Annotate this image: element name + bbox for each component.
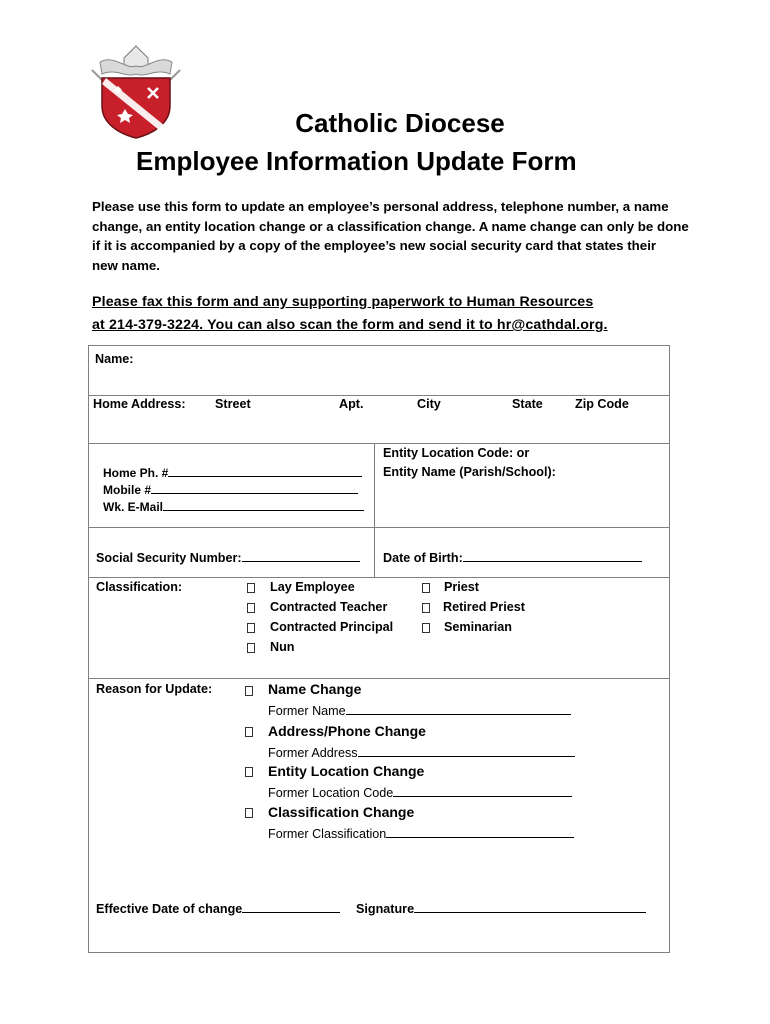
former-location-code-label: Former Location Code bbox=[268, 786, 394, 800]
former-address-line[interactable] bbox=[358, 744, 575, 757]
divider bbox=[89, 395, 669, 396]
state-label: State bbox=[512, 397, 543, 411]
home-phone-label: Home Ph. # bbox=[103, 466, 169, 480]
ssn-field[interactable] bbox=[96, 549, 360, 565]
intro-paragraph bbox=[92, 197, 692, 275]
lay-employee-checkbox[interactable] bbox=[247, 583, 255, 593]
name-change-label: Name Change bbox=[268, 681, 362, 697]
former-name-field[interactable] bbox=[268, 702, 571, 718]
contracted-principal-label: Contracted Principal bbox=[270, 620, 394, 634]
former-address-field[interactable] bbox=[268, 744, 575, 760]
fax-instruction-line1: Please fax this form and any supporting paperwork to Human Resources bbox=[92, 294, 594, 310]
home-phone-field[interactable] bbox=[103, 464, 362, 480]
classification-change-label: Classification Change bbox=[268, 804, 415, 820]
dob-line[interactable] bbox=[463, 549, 642, 562]
retired-priest-label: Retired Priest bbox=[443, 600, 525, 614]
former-classification-field[interactable] bbox=[268, 825, 574, 841]
intro-line: new name. bbox=[92, 257, 160, 273]
work-email-label: Wk. E-Mail bbox=[103, 500, 164, 514]
signature-label: Signature bbox=[356, 902, 415, 916]
effective-date-line[interactable] bbox=[242, 900, 340, 913]
city-label: City bbox=[417, 397, 441, 411]
signature-field[interactable] bbox=[356, 900, 646, 916]
former-classification-line[interactable] bbox=[386, 825, 574, 838]
classification-label: Classification: bbox=[96, 580, 183, 594]
mobile-line[interactable] bbox=[151, 481, 358, 494]
ssn-line[interactable] bbox=[242, 549, 360, 562]
contracted-teacher-label: Contracted Teacher bbox=[270, 600, 388, 614]
divider bbox=[89, 678, 669, 679]
address-phone-change-label: Address/Phone Change bbox=[268, 723, 426, 739]
street-label: Street bbox=[215, 397, 251, 411]
contracted-teacher-checkbox[interactable] bbox=[247, 603, 255, 613]
classification-change-checkbox[interactable] bbox=[245, 808, 253, 818]
page-title-line1: Catholic Diocese bbox=[295, 108, 505, 138]
seminarian-checkbox[interactable] bbox=[422, 623, 430, 633]
reason-for-update-label: Reason for Update: bbox=[96, 682, 213, 696]
former-address-label: Former Address bbox=[268, 746, 358, 760]
page-title-line2: Employee Information Update Form bbox=[136, 146, 577, 176]
intro-line: change, an entity location change or a classification change. A name change can only be done bbox=[92, 218, 689, 234]
effective-date-label: Effective Date of change bbox=[96, 902, 243, 916]
divider bbox=[89, 577, 669, 578]
entity-name-label: Entity Name (Parish/School): bbox=[383, 465, 556, 479]
entity-location-change-checkbox[interactable] bbox=[245, 767, 253, 777]
priest-label: Priest bbox=[444, 580, 480, 594]
intro-line: if it is accompanied by a copy of the employee’s new social security card that states their bbox=[92, 238, 657, 253]
divider bbox=[374, 443, 375, 577]
former-name-line[interactable] bbox=[346, 702, 571, 715]
name-label: Name: bbox=[95, 352, 134, 366]
fax-instruction-line2: at 214-379-3224. You can also scan the form and send it to hr@cathdal.org. bbox=[92, 317, 608, 333]
former-location-code-field[interactable] bbox=[268, 784, 572, 800]
mobile-field[interactable] bbox=[103, 481, 358, 497]
work-email-field[interactable] bbox=[103, 498, 364, 514]
intro-line: Please use this form to update an employee’s personal address, telephone number, a name bbox=[92, 199, 669, 214]
effective-date-field[interactable] bbox=[96, 900, 340, 916]
entity-location-change-label: Entity Location Change bbox=[268, 763, 425, 779]
work-email-line[interactable] bbox=[163, 498, 364, 511]
signature-line[interactable] bbox=[414, 900, 646, 913]
divider bbox=[89, 443, 669, 444]
nun-label: Nun bbox=[270, 640, 295, 654]
name-change-checkbox[interactable] bbox=[245, 686, 253, 696]
former-name-label: Former Name bbox=[268, 704, 346, 718]
apt-label: Apt. bbox=[339, 397, 364, 411]
entity-location-code-label: Entity Location Code: or bbox=[383, 446, 530, 460]
mobile-label: Mobile # bbox=[103, 483, 152, 497]
former-classification-label: Former Classification bbox=[268, 827, 387, 841]
priest-checkbox[interactable] bbox=[422, 583, 430, 593]
dob-field[interactable] bbox=[383, 549, 642, 565]
seminarian-label: Seminarian bbox=[444, 620, 512, 634]
contracted-principal-checkbox[interactable] bbox=[247, 623, 255, 633]
former-location-code-line[interactable] bbox=[393, 784, 572, 797]
dob-label: Date of Birth: bbox=[383, 551, 463, 565]
divider bbox=[89, 527, 669, 528]
address-phone-change-checkbox[interactable] bbox=[245, 727, 253, 737]
ssn-label: Social Security Number: bbox=[96, 551, 242, 565]
zip-code-label: Zip Code bbox=[575, 397, 629, 411]
home-address-label: Home Address: bbox=[93, 397, 186, 411]
home-phone-line[interactable] bbox=[168, 464, 362, 477]
lay-employee-label: Lay Employee bbox=[270, 580, 355, 594]
retired-priest-checkbox[interactable] bbox=[422, 603, 430, 613]
nun-checkbox[interactable] bbox=[247, 643, 255, 653]
employee-update-form bbox=[88, 345, 670, 953]
